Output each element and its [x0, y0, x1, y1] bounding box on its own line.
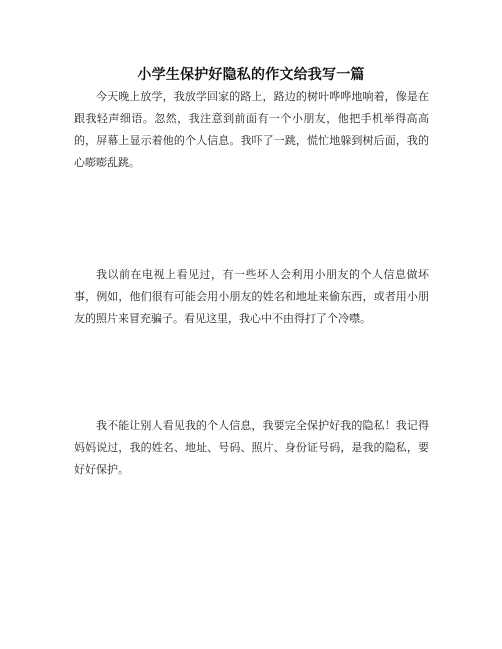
paragraph-1: 今天晚上放学，我放学回家的路上，路边的树叶哗哗地响着，像是在跟我轻声细语。忽然，我注意到前面有一个小朋友，他把手机举得高高的，屏幕上显示着他的个人信息。我吓了一跳，慌忙地躲到树后面，我的心嘭嘭乱跳。 — [74, 90, 429, 169]
document-title: 小学生保护好隐私的作文给我写一篇 — [137, 67, 365, 83]
paragraph-2: 我以前在电视上看见过，有一些坏人会利用小朋友的个人信息做坏事，例如，他们很有可能会用小朋友的姓名和地址来偷东西，或者用小朋友的照片来冒充骗子。看见这里，我心中不由得打了个冷噤。 — [74, 268, 429, 325]
paragraph-3: 我不能让别人看见我的个人信息，我要完全保护好我的隐私！我记得妈妈说过，我的姓名、地址、号码、照片、身份证号码，是我的隐私，要好好保护。 — [74, 419, 429, 476]
